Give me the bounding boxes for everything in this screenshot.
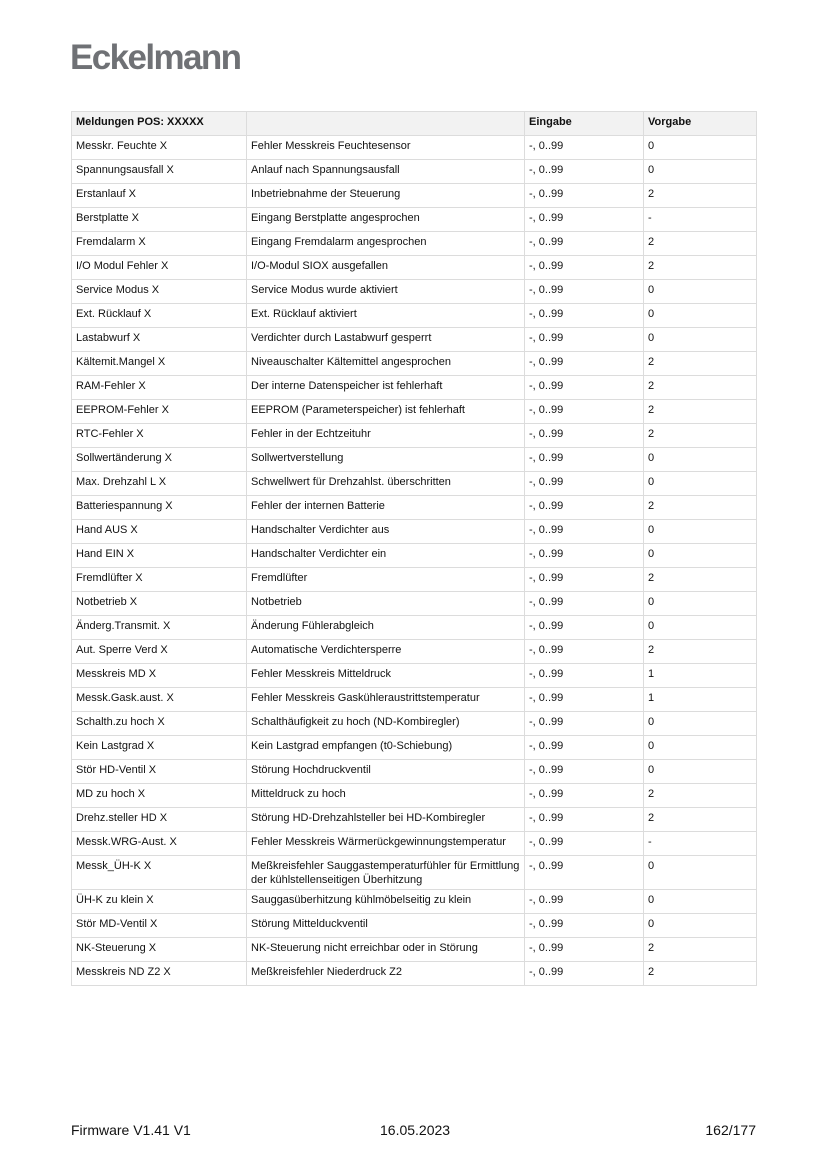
vorgabe-cell: 0 [644,136,757,160]
message-description-cell: Sauggasüberhitzung kühlmöbelseitig zu klein [247,890,525,914]
eingabe-cell: -, 0..99 [525,832,644,856]
message-name-cell: Fremdlüfter X [72,568,247,592]
eingabe-cell: -, 0..99 [525,640,644,664]
message-description-cell: Kein Lastgrad empfangen (t0-Schiebung) [247,736,525,760]
eingabe-cell: -, 0..99 [525,890,644,914]
vorgabe-cell: 1 [644,688,757,712]
table-row [72,664,757,688]
vorgabe-cell: 0 [644,160,757,184]
vorgabe-cell: 2 [644,256,757,280]
eingabe-cell: -, 0..99 [525,520,644,544]
message-name-cell: Lastabwurf X [72,328,247,352]
header-eingabe: Eingabe [525,112,644,136]
message-name-cell: Batteriespannung X [72,496,247,520]
message-name-cell: Messkreis ND Z2 X [72,962,247,986]
message-description-cell: Niveauschalter Kältemittel angesprochen [247,352,525,376]
vorgabe-cell: 2 [644,400,757,424]
message-name-cell: I/O Modul Fehler X [72,256,247,280]
message-description-cell: Störung HD-Drehzahlsteller bei HD-Kombiregler [247,808,525,832]
message-name-cell: Stör MD-Ventil X [72,914,247,938]
vorgabe-cell: 2 [644,496,757,520]
message-name-cell: Fremdalarm X [72,232,247,256]
vorgabe-cell: - [644,208,757,232]
message-name-cell: Notbetrieb X [72,592,247,616]
table-row [72,808,757,832]
message-name-cell: Messkr. Feuchte X [72,136,247,160]
eckelmann-logo: Eckelmann [70,38,241,77]
message-name-cell: EEPROM-Fehler X [72,400,247,424]
message-name-cell: Stör HD-Ventil X [72,760,247,784]
eingabe-cell: -, 0..99 [525,352,644,376]
eingabe-cell: -, 0..99 [525,760,644,784]
message-description-cell: Meßkreisfehler Niederdruck Z2 [247,962,525,986]
eingabe-cell: -, 0..99 [525,938,644,962]
message-name-cell: RAM-Fehler X [72,376,247,400]
eingabe-cell: -, 0..99 [525,616,644,640]
vorgabe-cell: 2 [644,808,757,832]
table-row [72,448,757,472]
vorgabe-cell: 0 [644,856,757,890]
table-row [72,376,757,400]
message-description-cell: Handschalter Verdichter aus [247,520,525,544]
message-description-cell: Störung Hochdruckventil [247,760,525,784]
header-meldungen: Meldungen POS: XXXXX [72,112,247,136]
message-description-cell: Ext. Rücklauf aktiviert [247,304,525,328]
eingabe-cell: -, 0..99 [525,328,644,352]
eingabe-cell: -, 0..99 [525,280,644,304]
message-name-cell: Kältemit.Mangel X [72,352,247,376]
message-description-cell: Fehler Messkreis Wärmerückgewinnungstemperatur [247,832,525,856]
vorgabe-cell: 0 [644,472,757,496]
message-name-cell: Sollwertänderung X [72,448,247,472]
table-row [72,400,757,424]
message-name-cell: Erstanlauf X [72,184,247,208]
table-row [72,136,757,160]
header-vorgabe: Vorgabe [644,112,757,136]
message-name-cell: Messk.WRG-Aust. X [72,832,247,856]
table-body [72,136,757,986]
message-name-cell: Ext. Rücklauf X [72,304,247,328]
message-description-cell: Service Modus wurde aktiviert [247,280,525,304]
messages-table [71,111,757,986]
message-name-cell: Berstplatte X [72,208,247,232]
message-description-cell: NK-Steuerung nicht erreichbar oder in Störung [247,938,525,962]
eingabe-cell: -, 0..99 [525,962,644,986]
eingabe-cell: -, 0..99 [525,400,644,424]
eingabe-cell: -, 0..99 [525,208,644,232]
message-name-cell: Messkreis MD X [72,664,247,688]
vorgabe-cell: 2 [644,424,757,448]
vorgabe-cell: 0 [644,280,757,304]
eingabe-cell: -, 0..99 [525,736,644,760]
message-name-cell: ÜH-K zu klein X [72,890,247,914]
header-description [247,112,525,136]
table-row [72,890,757,914]
eingabe-cell: -, 0..99 [525,712,644,736]
table-row [72,544,757,568]
table-row [72,496,757,520]
table-row [72,962,757,986]
vorgabe-cell: 0 [644,760,757,784]
message-description-cell: Fremdlüfter [247,568,525,592]
message-name-cell: Messk_ÜH-K X [72,856,247,890]
message-name-cell: Kein Lastgrad X [72,736,247,760]
vorgabe-cell: 2 [644,784,757,808]
message-description-cell: Anlauf nach Spannungsausfall [247,160,525,184]
vorgabe-cell: 0 [644,914,757,938]
message-description-cell: Störung Mittelduckventil [247,914,525,938]
table-row [72,736,757,760]
message-description-cell: Fehler Messkreis Mitteldruck [247,664,525,688]
message-name-cell: RTC-Fehler X [72,424,247,448]
vorgabe-cell: 2 [644,568,757,592]
message-name-cell: Schalth.zu hoch X [72,712,247,736]
eingabe-cell: -, 0..99 [525,856,644,890]
message-description-cell: Notbetrieb [247,592,525,616]
table-row [72,592,757,616]
table-row [72,304,757,328]
table-header [72,112,757,136]
message-name-cell: Max. Drehzahl L X [72,472,247,496]
table-row [72,712,757,736]
table-row [72,520,757,544]
vorgabe-cell: 2 [644,352,757,376]
message-description-cell: Meßkreisfehler Sauggastemperaturfühler für Ermittlung der kühlstellenseitigen Überhitzung [247,856,525,890]
footer-firmware: Firmware V1.41 V1 [71,1122,191,1138]
message-description-cell: Schwellwert für Drehzahlst. überschritten [247,472,525,496]
eingabe-cell: -, 0..99 [525,784,644,808]
vorgabe-cell: 0 [644,712,757,736]
table-row [72,328,757,352]
vorgabe-cell: 2 [644,938,757,962]
table-row [72,914,757,938]
vorgabe-cell: 2 [644,184,757,208]
vorgabe-cell: 0 [644,736,757,760]
table-row [72,784,757,808]
vorgabe-cell: 0 [644,890,757,914]
message-name-cell: Hand EIN X [72,544,247,568]
message-name-cell: Änderg.Transmit. X [72,616,247,640]
message-description-cell: Fehler Messkreis Feuchtesensor [247,136,525,160]
eingabe-cell: -, 0..99 [525,568,644,592]
message-name-cell: Aut. Sperre Verd X [72,640,247,664]
table-row [72,568,757,592]
eingabe-cell: -, 0..99 [525,256,644,280]
eingabe-cell: -, 0..99 [525,914,644,938]
eingabe-cell: -, 0..99 [525,160,644,184]
message-description-cell: Sollwertverstellung [247,448,525,472]
table-row [72,424,757,448]
eingabe-cell: -, 0..99 [525,424,644,448]
table-row [72,616,757,640]
eingabe-cell: -, 0..99 [525,808,644,832]
table-row [72,640,757,664]
eingabe-cell: -, 0..99 [525,664,644,688]
message-description-cell: Eingang Fremdalarm angesprochen [247,232,525,256]
vorgabe-cell: 0 [644,328,757,352]
table-row [72,160,757,184]
message-description-cell: Mitteldruck zu hoch [247,784,525,808]
vorgabe-cell: 0 [644,520,757,544]
eingabe-cell: -, 0..99 [525,688,644,712]
table-row [72,352,757,376]
table-row [72,856,757,890]
table-row [72,232,757,256]
table-row [72,208,757,232]
message-name-cell: NK-Steuerung X [72,938,247,962]
message-description-cell: Verdichter durch Lastabwurf gesperrt [247,328,525,352]
table-row [72,760,757,784]
vorgabe-cell: 2 [644,232,757,256]
message-description-cell: Automatische Verdichtersperre [247,640,525,664]
eingabe-cell: -, 0..99 [525,448,644,472]
eingabe-cell: -, 0..99 [525,544,644,568]
message-name-cell: Hand AUS X [72,520,247,544]
table-row [72,688,757,712]
footer-date: 16.05.2023 [380,1122,451,1138]
footer-page-number: 162/177 [705,1122,756,1138]
message-description-cell: Fehler in der Echtzeituhr [247,424,525,448]
vorgabe-cell: 0 [644,448,757,472]
eingabe-cell: -, 0..99 [525,304,644,328]
table-row [72,938,757,962]
table-row [72,280,757,304]
vorgabe-cell: 2 [644,640,757,664]
header-row [72,112,757,136]
message-description-cell: Handschalter Verdichter ein [247,544,525,568]
eingabe-cell: -, 0..99 [525,232,644,256]
message-description-cell: Änderung Fühlerabgleich [247,616,525,640]
table-row [72,184,757,208]
vorgabe-cell: 0 [644,616,757,640]
vorgabe-cell: 2 [644,376,757,400]
message-description-cell: Fehler Messkreis Gaskühleraustrittstemperatur [247,688,525,712]
message-description-cell: Eingang Berstplatte angesprochen [247,208,525,232]
table-row [72,832,757,856]
vorgabe-cell: 0 [644,304,757,328]
vorgabe-cell: 0 [644,592,757,616]
message-name-cell: Drehz.steller HD X [72,808,247,832]
eingabe-cell: -, 0..99 [525,184,644,208]
eingabe-cell: -, 0..99 [525,472,644,496]
message-description-cell: EEPROM (Parameterspeicher) ist fehlerhaft [247,400,525,424]
vorgabe-cell: - [644,832,757,856]
table-row [72,256,757,280]
vorgabe-cell: 2 [644,962,757,986]
message-description-cell: Fehler der internen Batterie [247,496,525,520]
vorgabe-cell: 1 [644,664,757,688]
eingabe-cell: -, 0..99 [525,376,644,400]
message-name-cell: Spannungsausfall X [72,160,247,184]
table-row [72,472,757,496]
eingabe-cell: -, 0..99 [525,496,644,520]
message-description-cell: Der interne Datenspeicher ist fehlerhaft [247,376,525,400]
message-description-cell: Schalthäufigkeit zu hoch (ND-Kombiregler) [247,712,525,736]
vorgabe-cell: 0 [644,544,757,568]
message-description-cell: Inbetriebnahme der Steuerung [247,184,525,208]
message-name-cell: MD zu hoch X [72,784,247,808]
message-name-cell: Messk.Gask.aust. X [72,688,247,712]
message-description-cell: I/O-Modul SIOX ausgefallen [247,256,525,280]
eingabe-cell: -, 0..99 [525,136,644,160]
eingabe-cell: -, 0..99 [525,592,644,616]
message-name-cell: Service Modus X [72,280,247,304]
